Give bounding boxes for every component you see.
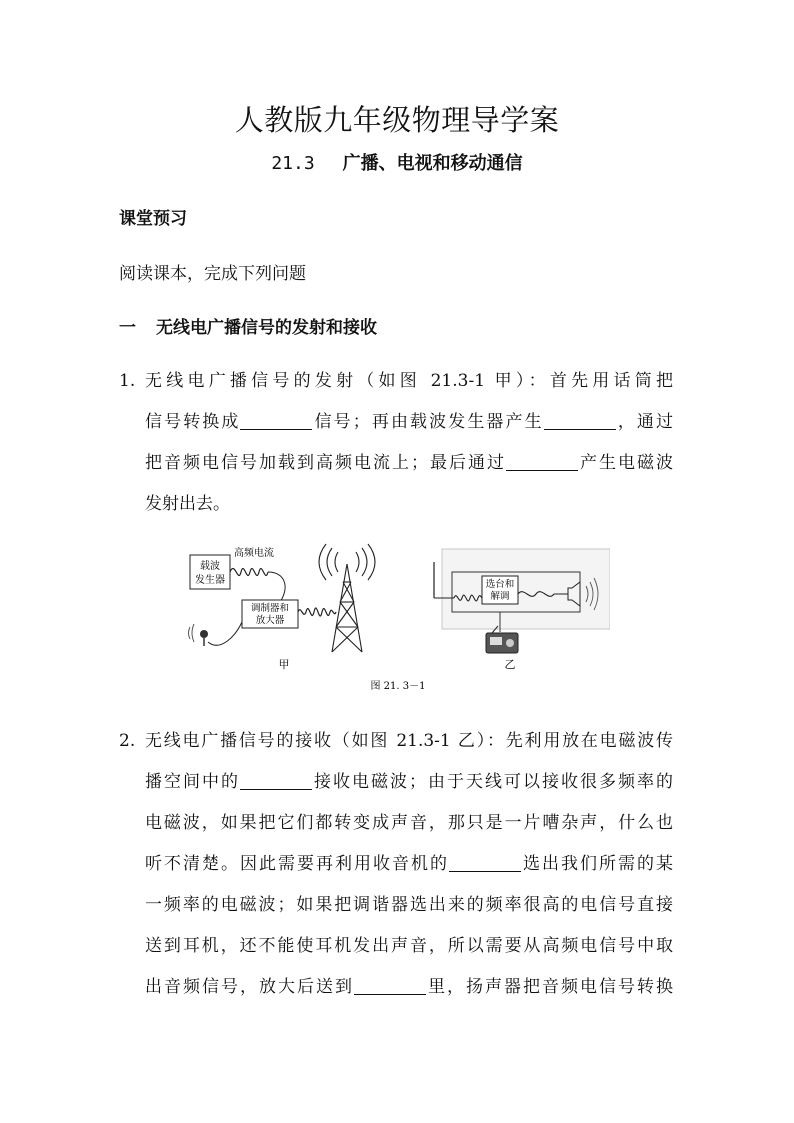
carrier-label-1: 载波 [200,561,220,572]
modulator-label-2: 放大器 [255,615,285,626]
lesson-number: 21.3 [271,153,315,174]
instruction-text: 阅读课本，完成下列问题 [119,264,306,284]
answer-blank[interactable] [506,453,578,471]
modulated-wave [298,608,336,616]
tower-icon [319,544,375,652]
hf-wave [230,569,268,576]
q2-line-6: 送到耳机，还不能使耳机发出声音，所以需要从高频电信号中取 [145,936,673,956]
q2-text: 出音频信号，放大后送到 [145,977,354,997]
radio-diagram [180,542,610,697]
heading-one-text: 无线电广播信号的发射和接收 [156,318,377,338]
carrier-label-2: 发生器 [195,575,225,586]
q2-line-2 [145,771,673,793]
q1-text: 产生电磁波 [578,453,673,473]
q1-text: 信号转换成 [145,412,241,432]
wire [268,572,285,602]
page-title: 人教版九年级物理导学案 [234,103,560,137]
label-yi: 乙 [504,658,516,671]
q1-line-3 [145,452,673,474]
label-jia: 甲 [278,658,290,671]
q1-line-1: 无线电广播信号的发射（如图 21.3-1 甲）：首先用话筒把 [145,371,673,391]
q2-text: 选出我们所需的某 [521,854,673,874]
heading-one-marker: 一 [119,318,136,338]
sound-waves-icon [189,624,195,642]
q2-line-1: 无线电广播信号的接收（如图 21.3-1 乙）：先利用放在电磁波传 [145,731,673,751]
answer-blank[interactable] [240,772,312,790]
q1-line-4: 发射出去。 [145,494,230,514]
lesson-subtitle [0,149,794,175]
q2-text: 听不清楚。因此需要再利用收音机的 [145,854,449,874]
q1-line-2 [145,411,673,433]
q2-text: 播空间中的 [145,772,240,792]
q2-line-7 [145,976,673,998]
tuner-label-2: 解调 [490,591,510,602]
tuner-label-1: 选台和 [485,579,515,590]
answer-blank[interactable] [240,412,312,430]
q1-text: 把音频电信号加载到高频电流上；最后通过 [145,453,506,473]
answer-blank[interactable] [544,412,616,430]
figure-caption: 图 21. 3－1 [370,681,426,692]
lesson-name: 广播、电视和移动通信 [342,153,523,174]
answer-blank[interactable] [354,977,426,995]
heading-one [119,313,377,338]
q1-text: 信号；再由载波发生器产生 [312,412,544,432]
modulator-label-1: 调制器和 [250,603,290,614]
answer-blank[interactable] [449,854,521,872]
q2-line-5: 一频率的电磁波；如果把调谐器选出来的频率很高的电信号直接 [145,895,673,915]
q2-text: 接收电磁波；由于天线可以接收很多频率的 [312,772,673,792]
radio-icon [486,626,518,653]
q2-text: 里，扬声器把音频电信号转换 [426,977,673,997]
q1-number: 1. [119,371,136,391]
hf-current-label: 高频电流 [234,548,274,559]
mic-wire [208,622,242,645]
receiver-panel [442,549,610,629]
q2-line-4 [145,853,673,875]
microphone-icon [200,630,208,638]
section-label: 课堂预习 [119,209,187,229]
q2-number: 2. [119,731,136,751]
q1-text: ，通过 [615,412,674,432]
q2-line-3: 电磁波，如果把它们都转变成声音，那只是一片嘈杂声，什么也 [145,813,673,833]
